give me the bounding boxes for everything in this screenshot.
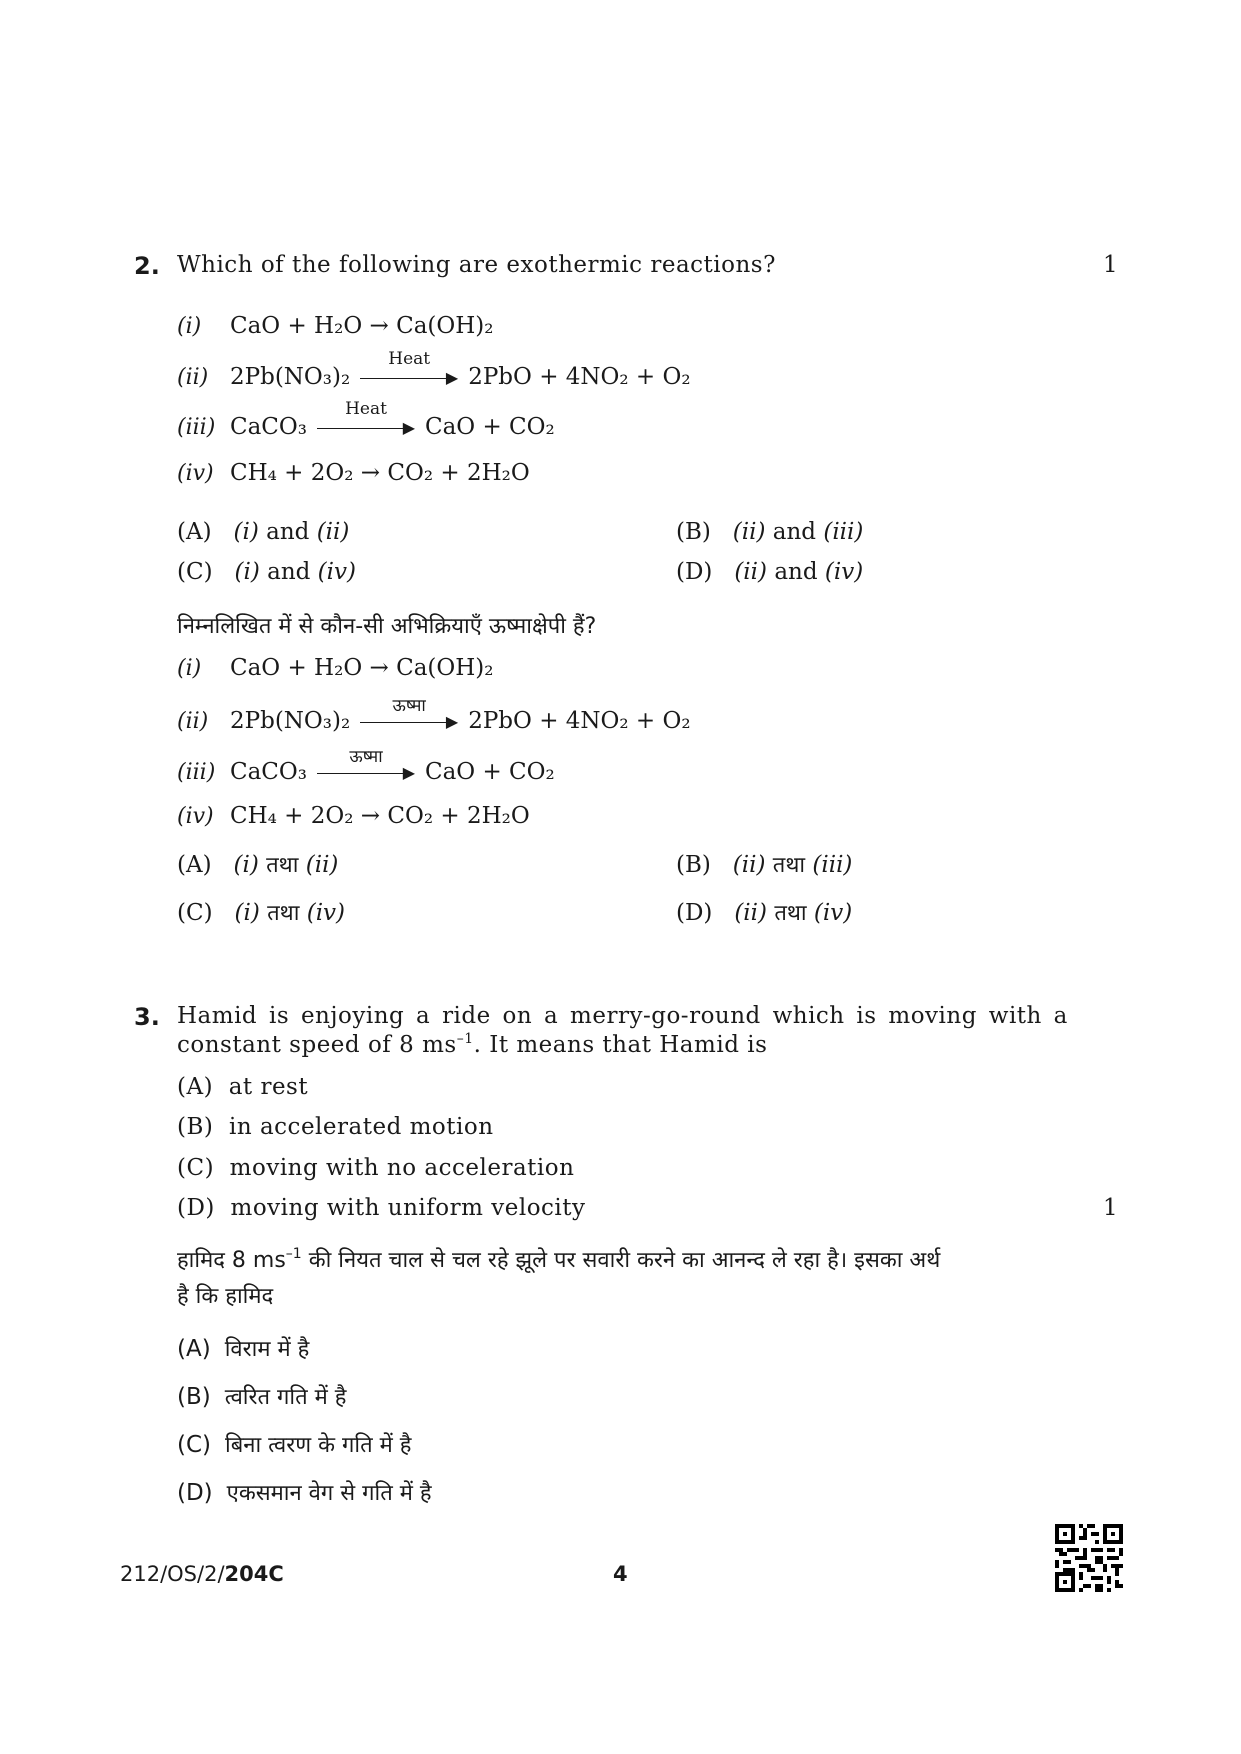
reaction-lhs: CaCO₃ bbox=[230, 759, 307, 785]
reaction-lhs: CaO + H₂O bbox=[230, 313, 363, 339]
q3-option-a[interactable] bbox=[177, 1074, 308, 1100]
q2-number: 2. bbox=[134, 252, 160, 280]
right-arrow-icon: ऊष्मा ▶ bbox=[317, 766, 415, 780]
arrow-condition: Heat bbox=[388, 349, 431, 369]
q2-hindi-option-d[interactable] bbox=[676, 897, 852, 927]
option-label: (D) bbox=[177, 1480, 213, 1506]
arrow-condition: Heat bbox=[345, 399, 387, 419]
q2-hindi-reaction-3 bbox=[230, 747, 555, 785]
q2-option-c[interactable] bbox=[177, 559, 356, 585]
reaction-rhs: 2PbO + 4NO₂ + O₂ bbox=[468, 364, 691, 390]
option-label: (A) bbox=[177, 852, 212, 878]
superscript: –1 bbox=[456, 1031, 474, 1047]
option-label: (B) bbox=[676, 852, 711, 878]
reaction-lhs: 2Pb(NO₃)₂ bbox=[230, 708, 351, 734]
page-number: 4 bbox=[613, 1562, 628, 1586]
option-ref: (i) bbox=[234, 559, 260, 585]
option-conj: तथा bbox=[266, 853, 299, 878]
option-ref: (i) bbox=[234, 900, 260, 926]
q3-option-d[interactable] bbox=[177, 1195, 586, 1221]
reaction-rhs: CO₂ + 2H₂O bbox=[387, 803, 530, 829]
q2-hindi-option-a[interactable] bbox=[177, 849, 338, 879]
option-text: बिना त्वरण के गति में है bbox=[225, 1433, 412, 1458]
q3-hindi-option-b[interactable] bbox=[177, 1381, 346, 1411]
option-label: (C) bbox=[177, 1432, 212, 1458]
option-ref: (ii) bbox=[305, 852, 339, 878]
q2-reaction-1: CaO + H₂O → Ca(OH)₂ bbox=[230, 313, 494, 339]
q3-marks: 1 bbox=[1103, 1195, 1119, 1221]
q3-text-line1: Hamid is enjoying a ride on a merry-go-round which is moving with a bbox=[177, 1003, 1068, 1029]
option-label: (C) bbox=[177, 1155, 215, 1181]
option-text: एकसमान वेग से गति में है bbox=[226, 1481, 432, 1506]
q2-reaction-num: (i) bbox=[177, 656, 202, 681]
right-arrow-icon: ऊष्मा ▶ bbox=[360, 715, 458, 729]
option-text: at rest bbox=[228, 1074, 309, 1100]
arrow-condition: ऊष्मा bbox=[349, 747, 383, 767]
q2-marks: 1 bbox=[1103, 252, 1119, 278]
q2-hindi-reaction-4: CH₄ + 2O₂ → CO₂ + 2H₂O bbox=[230, 803, 530, 829]
text-part: की नियत चाल से चल रहे झूले पर सवारी करने का आनन्द ले रहा है। इसका अर्थ bbox=[301, 1248, 941, 1273]
q2-hindi-option-b[interactable] bbox=[676, 849, 852, 879]
option-ref: (iv) bbox=[813, 900, 853, 926]
reaction-lhs: CaCO₃ bbox=[230, 414, 307, 440]
option-ref: (ii) bbox=[734, 900, 767, 926]
option-ref: (ii) bbox=[734, 559, 767, 585]
option-label: (C) bbox=[177, 559, 213, 585]
option-text: moving with no acceleration bbox=[229, 1155, 575, 1181]
q2-reaction-num: (iv) bbox=[177, 461, 214, 486]
q3-hindi-option-c[interactable] bbox=[177, 1429, 411, 1459]
text-part: . It means that Hamid is bbox=[473, 1032, 768, 1058]
option-text: विराम में है bbox=[224, 1337, 310, 1362]
q3-number: 3. bbox=[134, 1003, 160, 1031]
option-label: (D) bbox=[177, 1195, 215, 1221]
reaction-rhs: Ca(OH)₂ bbox=[396, 313, 494, 339]
option-ref: (ii) bbox=[316, 519, 350, 545]
q2-option-a[interactable] bbox=[177, 519, 349, 545]
right-arrow-icon: Heat ▶ bbox=[360, 371, 458, 385]
option-ref: (ii) bbox=[732, 519, 766, 545]
q2-reaction-2 bbox=[230, 349, 691, 390]
option-ref: (iii) bbox=[823, 519, 864, 545]
option-label: (C) bbox=[177, 900, 213, 926]
q2-reaction-num: (ii) bbox=[177, 365, 209, 390]
option-ref: (iv) bbox=[317, 559, 356, 585]
q3-option-c[interactable] bbox=[177, 1155, 574, 1181]
option-text: in accelerated motion bbox=[228, 1114, 494, 1140]
q2-reaction-4: CH₄ + 2O₂ → CO₂ + 2H₂O bbox=[230, 460, 530, 486]
option-text: moving with uniform velocity bbox=[230, 1195, 586, 1221]
q2-hindi-reaction-2 bbox=[230, 696, 691, 734]
q3-hindi-option-d[interactable] bbox=[177, 1477, 432, 1507]
option-label: (B) bbox=[676, 519, 711, 545]
option-conj: तथा bbox=[772, 853, 806, 878]
option-label: (D) bbox=[676, 559, 713, 585]
arrow-condition: ऊष्मा bbox=[392, 696, 426, 716]
reaction-rhs: Ca(OH)₂ bbox=[396, 655, 494, 681]
q2-reaction-num: (iii) bbox=[177, 760, 216, 785]
option-conj: and bbox=[267, 559, 311, 585]
reaction-rhs: 2PbO + 4NO₂ + O₂ bbox=[468, 708, 691, 734]
reaction-rhs: CaO + CO₂ bbox=[425, 414, 555, 440]
option-ref: (i) bbox=[233, 519, 259, 545]
superscript: –1 bbox=[285, 1246, 302, 1262]
q3-hindi-line1 bbox=[177, 1244, 940, 1274]
option-label: (B) bbox=[177, 1384, 211, 1410]
option-ref: (iv) bbox=[824, 559, 864, 585]
q3-hindi-line2: है कि हामिद bbox=[177, 1284, 274, 1309]
option-label: (A) bbox=[177, 1336, 211, 1362]
q2-reaction-num: (iii) bbox=[177, 415, 216, 440]
reaction-lhs: CH₄ + 2O₂ bbox=[230, 460, 354, 486]
option-conj: and bbox=[774, 559, 818, 585]
option-label: (B) bbox=[177, 1114, 214, 1140]
option-ref: (ii) bbox=[732, 852, 766, 878]
option-ref: (i) bbox=[233, 852, 259, 878]
reaction-lhs: CaO + H₂O bbox=[230, 655, 363, 681]
reaction-rhs: CO₂ + 2H₂O bbox=[387, 460, 530, 486]
q2-reaction-num: (iv) bbox=[177, 804, 214, 829]
option-label: (D) bbox=[676, 900, 713, 926]
option-ref: (iii) bbox=[812, 852, 853, 878]
q2-reaction-num: (ii) bbox=[177, 709, 209, 734]
reaction-rhs: CaO + CO₂ bbox=[425, 759, 555, 785]
q3-text-line2 bbox=[177, 1032, 767, 1058]
q3-hindi-option-a[interactable] bbox=[177, 1333, 309, 1363]
right-arrow-icon: Heat ▶ bbox=[317, 421, 415, 435]
option-label: (A) bbox=[177, 1074, 214, 1100]
q2-reaction-3 bbox=[230, 399, 555, 440]
text-part: हामिद 8 ms bbox=[177, 1248, 286, 1273]
q2-text: Which of the following are exothermic reactions? bbox=[177, 252, 776, 278]
option-label: (A) bbox=[177, 519, 212, 545]
option-ref: (iv) bbox=[306, 900, 346, 926]
reaction-lhs: 2Pb(NO₃)₂ bbox=[230, 364, 351, 390]
q2-hindi-option-c[interactable] bbox=[177, 897, 345, 927]
reaction-lhs: CH₄ + 2O₂ bbox=[230, 803, 354, 829]
q3-option-b[interactable] bbox=[177, 1114, 494, 1140]
option-conj: तथा bbox=[774, 901, 807, 926]
option-conj: and bbox=[266, 519, 310, 545]
paper-code bbox=[120, 1562, 284, 1586]
q2-hindi-reaction-1: CaO + H₂O → Ca(OH)₂ bbox=[230, 655, 494, 681]
q2-option-b[interactable] bbox=[676, 519, 863, 545]
qr-code-icon bbox=[1055, 1524, 1123, 1592]
q2-option-d[interactable] bbox=[676, 559, 863, 585]
option-conj: तथा bbox=[267, 901, 300, 926]
paper-code-prefix: 212/OS/2/ bbox=[120, 1562, 225, 1586]
q2-reaction-num: (i) bbox=[177, 314, 202, 339]
option-text: त्वरित गति में है bbox=[224, 1385, 347, 1410]
paper-code-bold: 204C bbox=[224, 1562, 284, 1586]
option-conj: and bbox=[772, 519, 817, 545]
q2-hindi-text: निम्नलिखित में से कौन-सी अभिक्रियाएँ ऊष्माक्षेपी हैं? bbox=[177, 614, 597, 639]
text-part: constant speed of 8 ms bbox=[177, 1032, 457, 1058]
